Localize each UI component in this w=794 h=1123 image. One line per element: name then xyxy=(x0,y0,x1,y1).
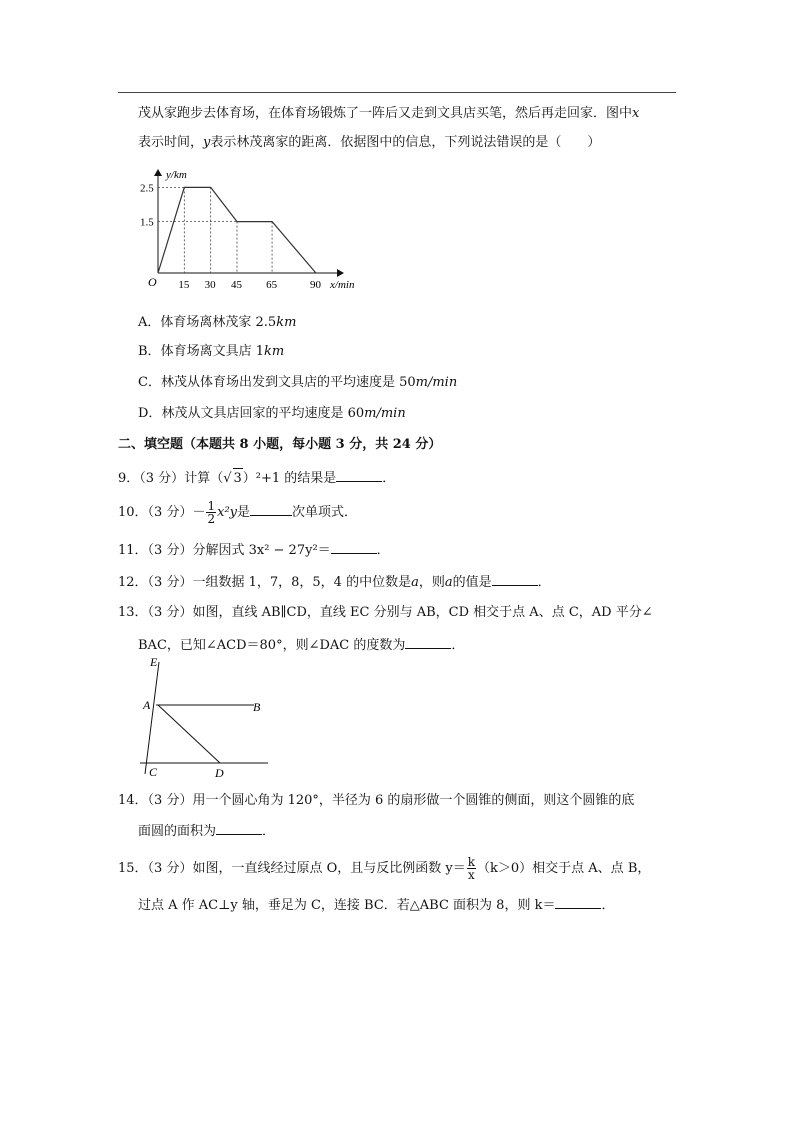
q8-line1: 茂从家跑步去体育场，在体育场锻炼了一阵后又走到文具店买笔，然后再走回家．图中x xyxy=(138,106,640,121)
line-ec xyxy=(145,662,159,774)
header-rule xyxy=(118,92,676,93)
x-tick-label-0: 15 xyxy=(178,279,190,291)
question-10: 10．（3 分）－ $\frac{1}{2}$ x²y是 次单项式． xyxy=(118,499,358,526)
q8-line2: 表示时间，y表示林茂离家的距离．依据图中的信息，下列说法错误的是（ ） xyxy=(138,135,601,150)
question-13-line2: BAC，已知∠ACD＝80°，则∠DAC 的度数为 ． xyxy=(138,634,464,656)
section-2-title: 二、填空题（本题共 8 小题，每小题 3 分，共 24 分） xyxy=(118,437,442,452)
question-14-line1: 14．（3 分）用一个圆心角为 120°，半径为 6 的扇形做一个圆锥的侧面，则这个圆锥的底 xyxy=(118,793,635,808)
y-tick-label-1: 1.5 xyxy=(140,216,154,229)
x-tick-label-3: 65 xyxy=(266,279,278,291)
y-tick-label-0: 2.5 xyxy=(140,182,154,195)
x-tick-label-2: 45 xyxy=(230,279,242,291)
question-12: 12．（3 分）一组数据 1，7，8，5，4 的中位数是a，则a的值是 ． xyxy=(118,571,551,593)
fraction-k-over-x: $\frac{k}{x}$ xyxy=(467,855,476,882)
question-15-line2: 过点 A 作 AC⊥y 轴，垂足为 C，连接 BC．若△ABC 面积为 8，则 k＝ ． xyxy=(138,894,614,916)
y-axis-label: y/km xyxy=(166,169,187,181)
fraction-one-half: $\frac{1}{2}$ xyxy=(207,499,216,526)
x-axis-label: x/min xyxy=(330,279,355,291)
label-a: A xyxy=(143,698,151,712)
q8-option-c: C．林茂从体育场出发到文具店的平均速度是 50m/min xyxy=(138,375,458,390)
label-b: B xyxy=(253,700,261,714)
question-9: 9．（3 分）计算（√ 3）²+1 的结果是 ． xyxy=(118,467,395,489)
x-tick-label-4: 90 xyxy=(309,279,321,291)
question-13-line1: 13．（3 分）如图，直线 AB∥CD，直线 EC 分别与 AB，CD 相交于点 A、点 C，AD 平分∠ xyxy=(118,605,653,620)
q8-option-a: A．体育场离林茂家 2.5km xyxy=(138,315,297,330)
q8-option-b: B．体育场离文具店 1km xyxy=(138,344,285,359)
q8-option-d: D．林茂从文具店回家的平均速度是 60m/min xyxy=(138,406,406,421)
question-11: 11．（3 分）分解因式 3x² − 27y²＝ ． xyxy=(118,539,390,561)
label-d: D xyxy=(215,766,224,780)
parallel-lines-figure xyxy=(138,654,278,782)
question-15-line1: 15．（3 分）如图，一直线经过原点 O，且与反比例函数 y＝ $\frac{k}{x}$ （k＞0）相交于点 A、点 B， xyxy=(118,855,651,882)
distance-time-graph xyxy=(138,162,378,294)
origin-label: O xyxy=(148,275,157,289)
question-14-line2: 面圆的面积为 ． xyxy=(138,820,275,842)
x-tick-label-1: 30 xyxy=(204,279,216,291)
label-c: C xyxy=(149,765,158,779)
label-e: E xyxy=(150,655,158,669)
line-ad xyxy=(158,705,220,763)
